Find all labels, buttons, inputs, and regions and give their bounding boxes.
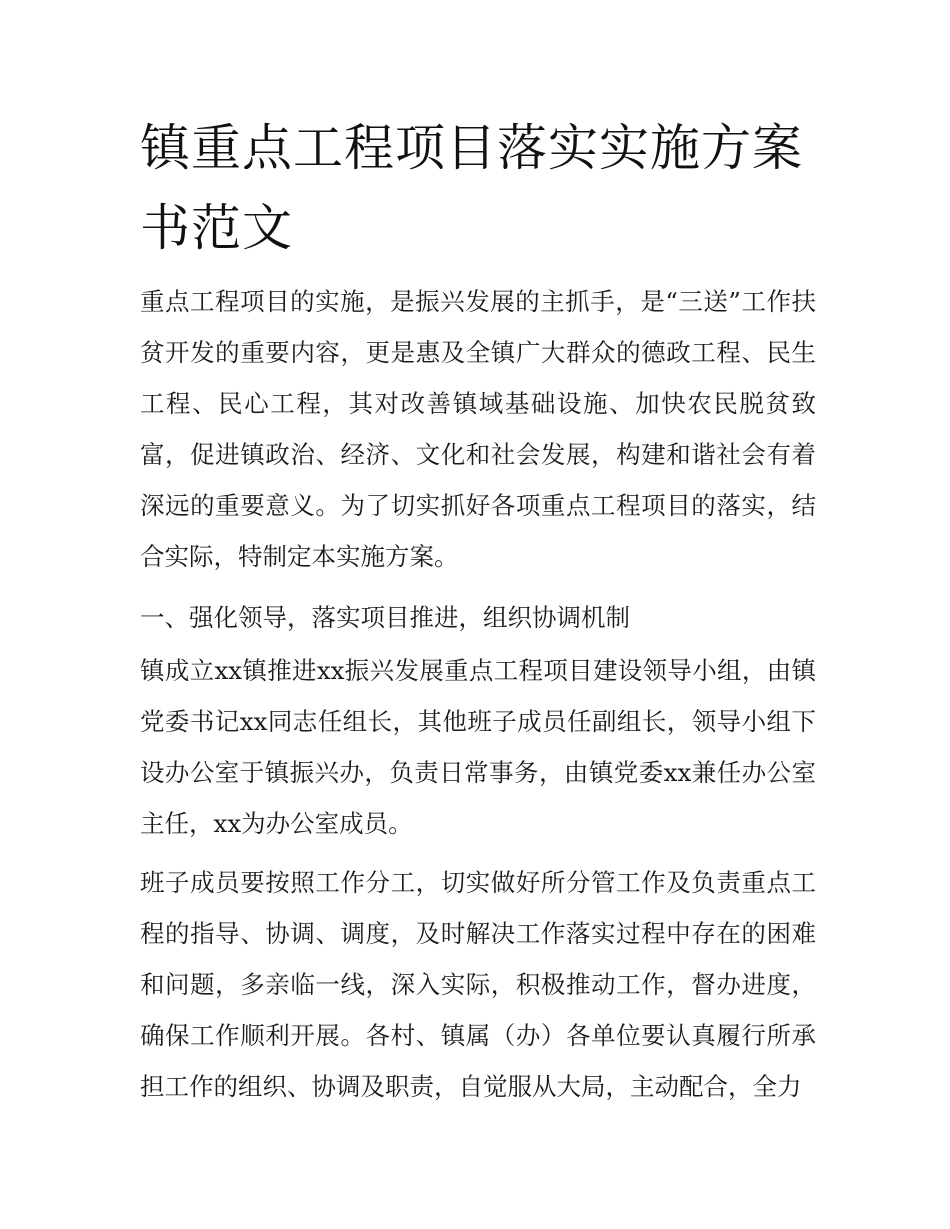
paragraph-leadership-group: 镇成立xx镇推进xx振兴发展重点工程项目建设领导小组，由镇党委书记xx同志任组长，其他班子成员任副组长，领导小组下设办公室于镇振兴办，负责日常事务，由镇党委xx兼任办公室主任，xx为办公室成员。 bbox=[140, 656, 816, 838]
paragraph-responsibilities: 班子成员要按照工作分工，切实做好所分管工作及负责重点工程的指导、协调、调度，及时解决工作落实过程中存在的困难和问题，多亲临一线，深入实际，积极推动工作，督办进度，确保工作顺利开展。各村、镇属（办）各单位要认真履行所承担工作的组织、协调及职责，自觉服从大局，主动配合，全力 bbox=[140, 868, 816, 1101]
paragraph-intro: 重点工程项目的实施，是振兴发展的主抓手，是“三送”工作扶贫开发的重要内容，更是惠及全镇广大群众的德政工程、民生工程、民心工程，其对改善镇域基础设施、加快农民脱贫致富，促进镇政治、经济、文化和社会发展，构建和谐社会有着深远的重要意义。为了切实抓好各项重点工程项目的落实，结合实际，特制定本实施方案。 bbox=[140, 287, 816, 571]
document-title: 镇重点工程项目落实实施方案书范文 bbox=[140, 119, 803, 257]
section-heading-1: 一、强化领导，落实项目推进，组织协调机制 bbox=[140, 603, 630, 632]
document-body bbox=[140, 276, 816, 1122]
